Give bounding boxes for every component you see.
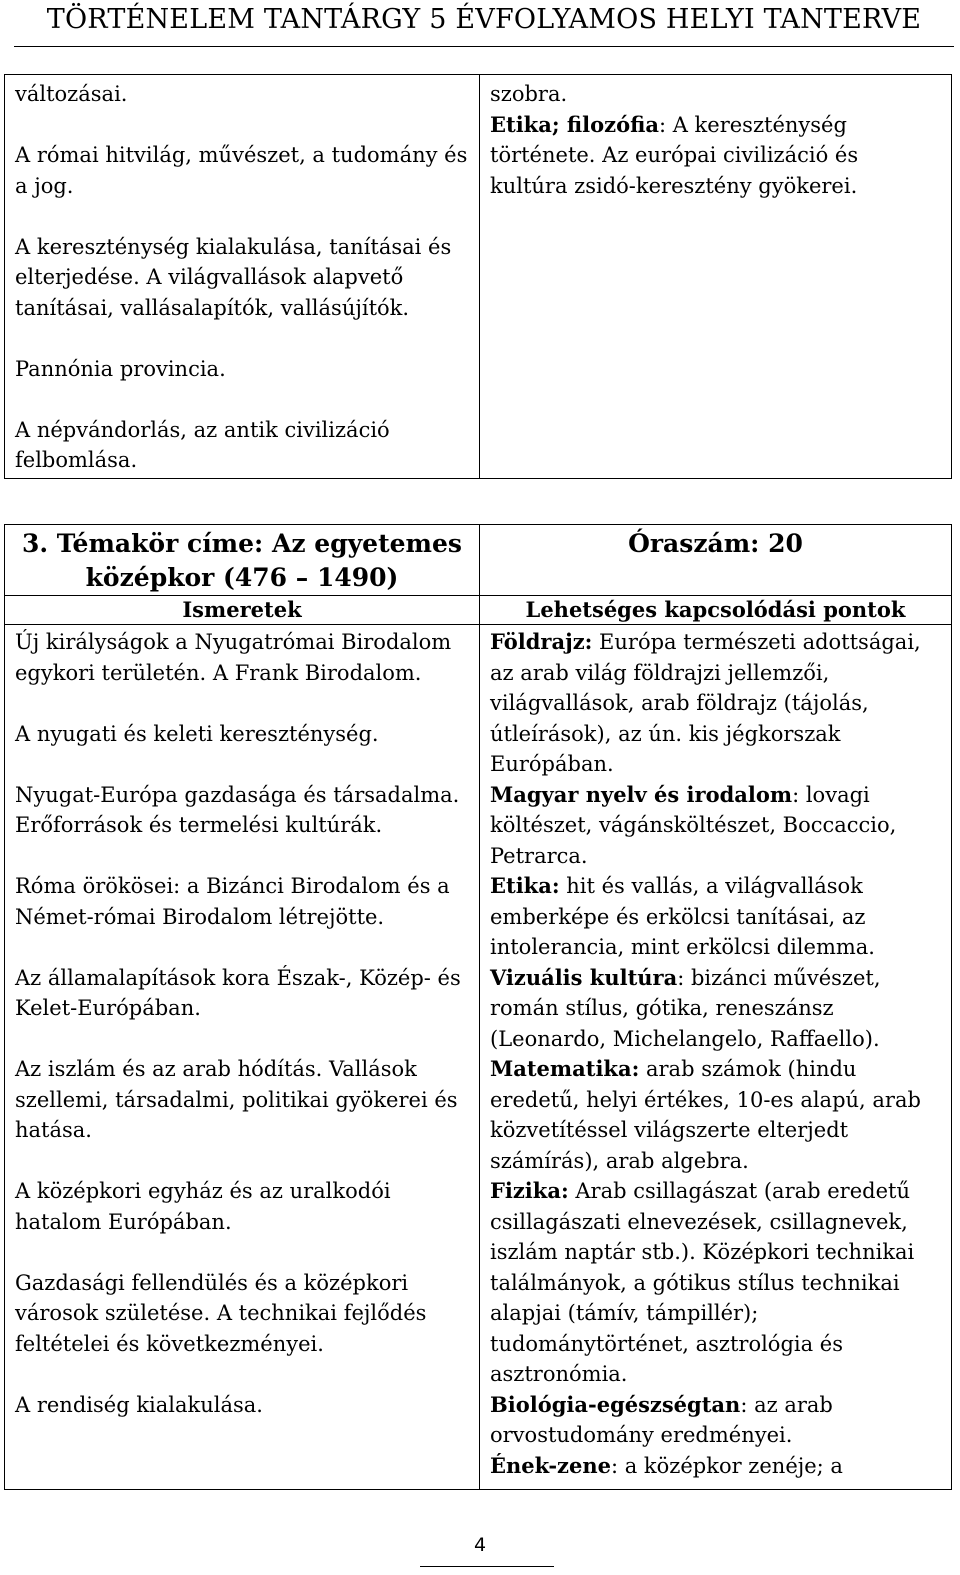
connection-text: hit és vallás, a világvallások emberképe és erkölcsi tanításai, az intolerancia, mint erkölcsi dilemma. [490,874,875,959]
connection-label: Földrajz: [490,629,593,654]
knowledge-item: A népvándorlás, az antik civilizáció felbomlása. [15,417,390,472]
connection-label: Ének-zene [490,1452,611,1478]
connections-cell [480,625,952,1490]
connection-item [490,780,941,872]
knowledge-cell [5,625,480,1490]
knowledge-item: A rendiség kialakulása. [15,1392,263,1417]
connection-text: : lovagi költészet, vágánsköltészet, Boccaccio, Petrarca. [490,782,897,868]
knowledge-item: változásai. [15,82,128,106]
continuation-connections-cell [480,75,952,479]
connection-text: : a középkor zenéje; a [610,1453,843,1478]
knowledge-item: A kereszténység kialakulása, tanításai és elterjedése. A világvallások alapvető tanításai, vallásalapítók, vallásújítók. [15,234,452,320]
connection-text: szobra. [490,82,568,106]
connection-text: arab számok (hindu eredetű, helyi értékes, 10-es alapú, arab közvetítéssel világszerte elterjedt számírás), arab algebra. [490,1057,921,1173]
knowledge-item: A középkori egyház és az uralkodói hatalom Európában. [15,1179,391,1234]
topic-hours: Óraszám: 20 [480,525,952,596]
connection-text: : az arab orvostudomány eredményei. [490,1392,833,1447]
knowledge-item: Az államalapítások kora Észak-, Közép- és Kelet-Európában. [15,965,461,1020]
connection-label: Magyar nyelv és irodalom [490,781,793,807]
connection-label: Etika: [490,873,560,898]
connection-text: : A kereszténység története. Az európai civilizáció és kultúra zsidó-keresztény gyökerei. [490,112,859,198]
connection-text: : bizánci művészet, román stílus, gótika, reneszánsz (Leonardo, Michelangelo, Raffaello). [490,965,881,1051]
connection-label: Vizuális kultúra [490,964,678,990]
knowledge-item: Pannónia provincia. [15,356,226,381]
column-header-knowledge: Ismeretek [5,596,480,625]
connection-item [490,1390,941,1451]
connection-item [490,1176,941,1390]
knowledge-item: Az iszlám és az arab hódítás. Vallások szellemi, társadalmi, politikai gyökerei és hatása. [15,1057,458,1142]
knowledge-item: A római hitvilág, művészet, a tudomány és a jog. [15,143,468,198]
connection-item [490,871,941,963]
page-number: 4 [473,1534,487,1556]
header-rule [14,46,954,47]
connection-label: Matematika: [490,1056,640,1081]
knowledge-item: Róma örökösei: a Bizánci Birodalom és a Német-római Birodalom létrejötte. [15,874,450,929]
topic-table [4,524,952,1490]
connection-item [490,110,941,202]
connection-text: Arab csillagászat (arab eredetű csillagászati elnevezések, csillagnevek, iszlám naptár stb.). Középkori technikai találmányok, a gótikus stílus technikai alapjai (támív, támpillér); tudománytörténet, asztrológia és asztronómia. [490,1179,915,1386]
page-number-rule [420,1566,554,1567]
knowledge-item: Nyugat-Európa gazdasága és társadalma. Erőforrások és termelési kultúrák. [15,782,460,837]
connection-text: Európa természeti adottságai, az arab világ földrajzi jellemzői, világvallások, arab földrajz (tájolás, útleírások), az ún. kis jégkorszak Európában. [490,630,921,776]
knowledge-item: Gazdasági fellendülés és a középkori városok születése. A technikai fejlődés feltételei és következményei. [15,1270,427,1356]
knowledge-item: A nyugati és keleti kereszténység. [15,721,379,746]
connection-label: Etika; filozófia [490,111,659,137]
page-header-title: TÖRTÉNELEM TANTÁRGY 5 ÉVFOLYAMOS HELYI TANTERVE [46,4,922,35]
column-header-connections: Lehetséges kapcsolódási pontok [480,596,952,625]
connection-item [490,963,941,1055]
knowledge-item: Új királyságok a Nyugatrómai Birodalom egykori területén. A Frank Birodalom. [15,630,452,685]
topic-title: 3. Témakör címe: Az egyetemes középkor (476 – 1490) [5,525,480,596]
connection-item [490,1451,941,1482]
connection-label: Biológia-egészségtan [490,1391,741,1417]
connection-item [490,1054,941,1176]
connection-label: Fizika: [490,1178,569,1203]
connection-item [490,627,941,780]
continuation-table [4,74,952,479]
continuation-knowledge-cell [5,75,480,479]
